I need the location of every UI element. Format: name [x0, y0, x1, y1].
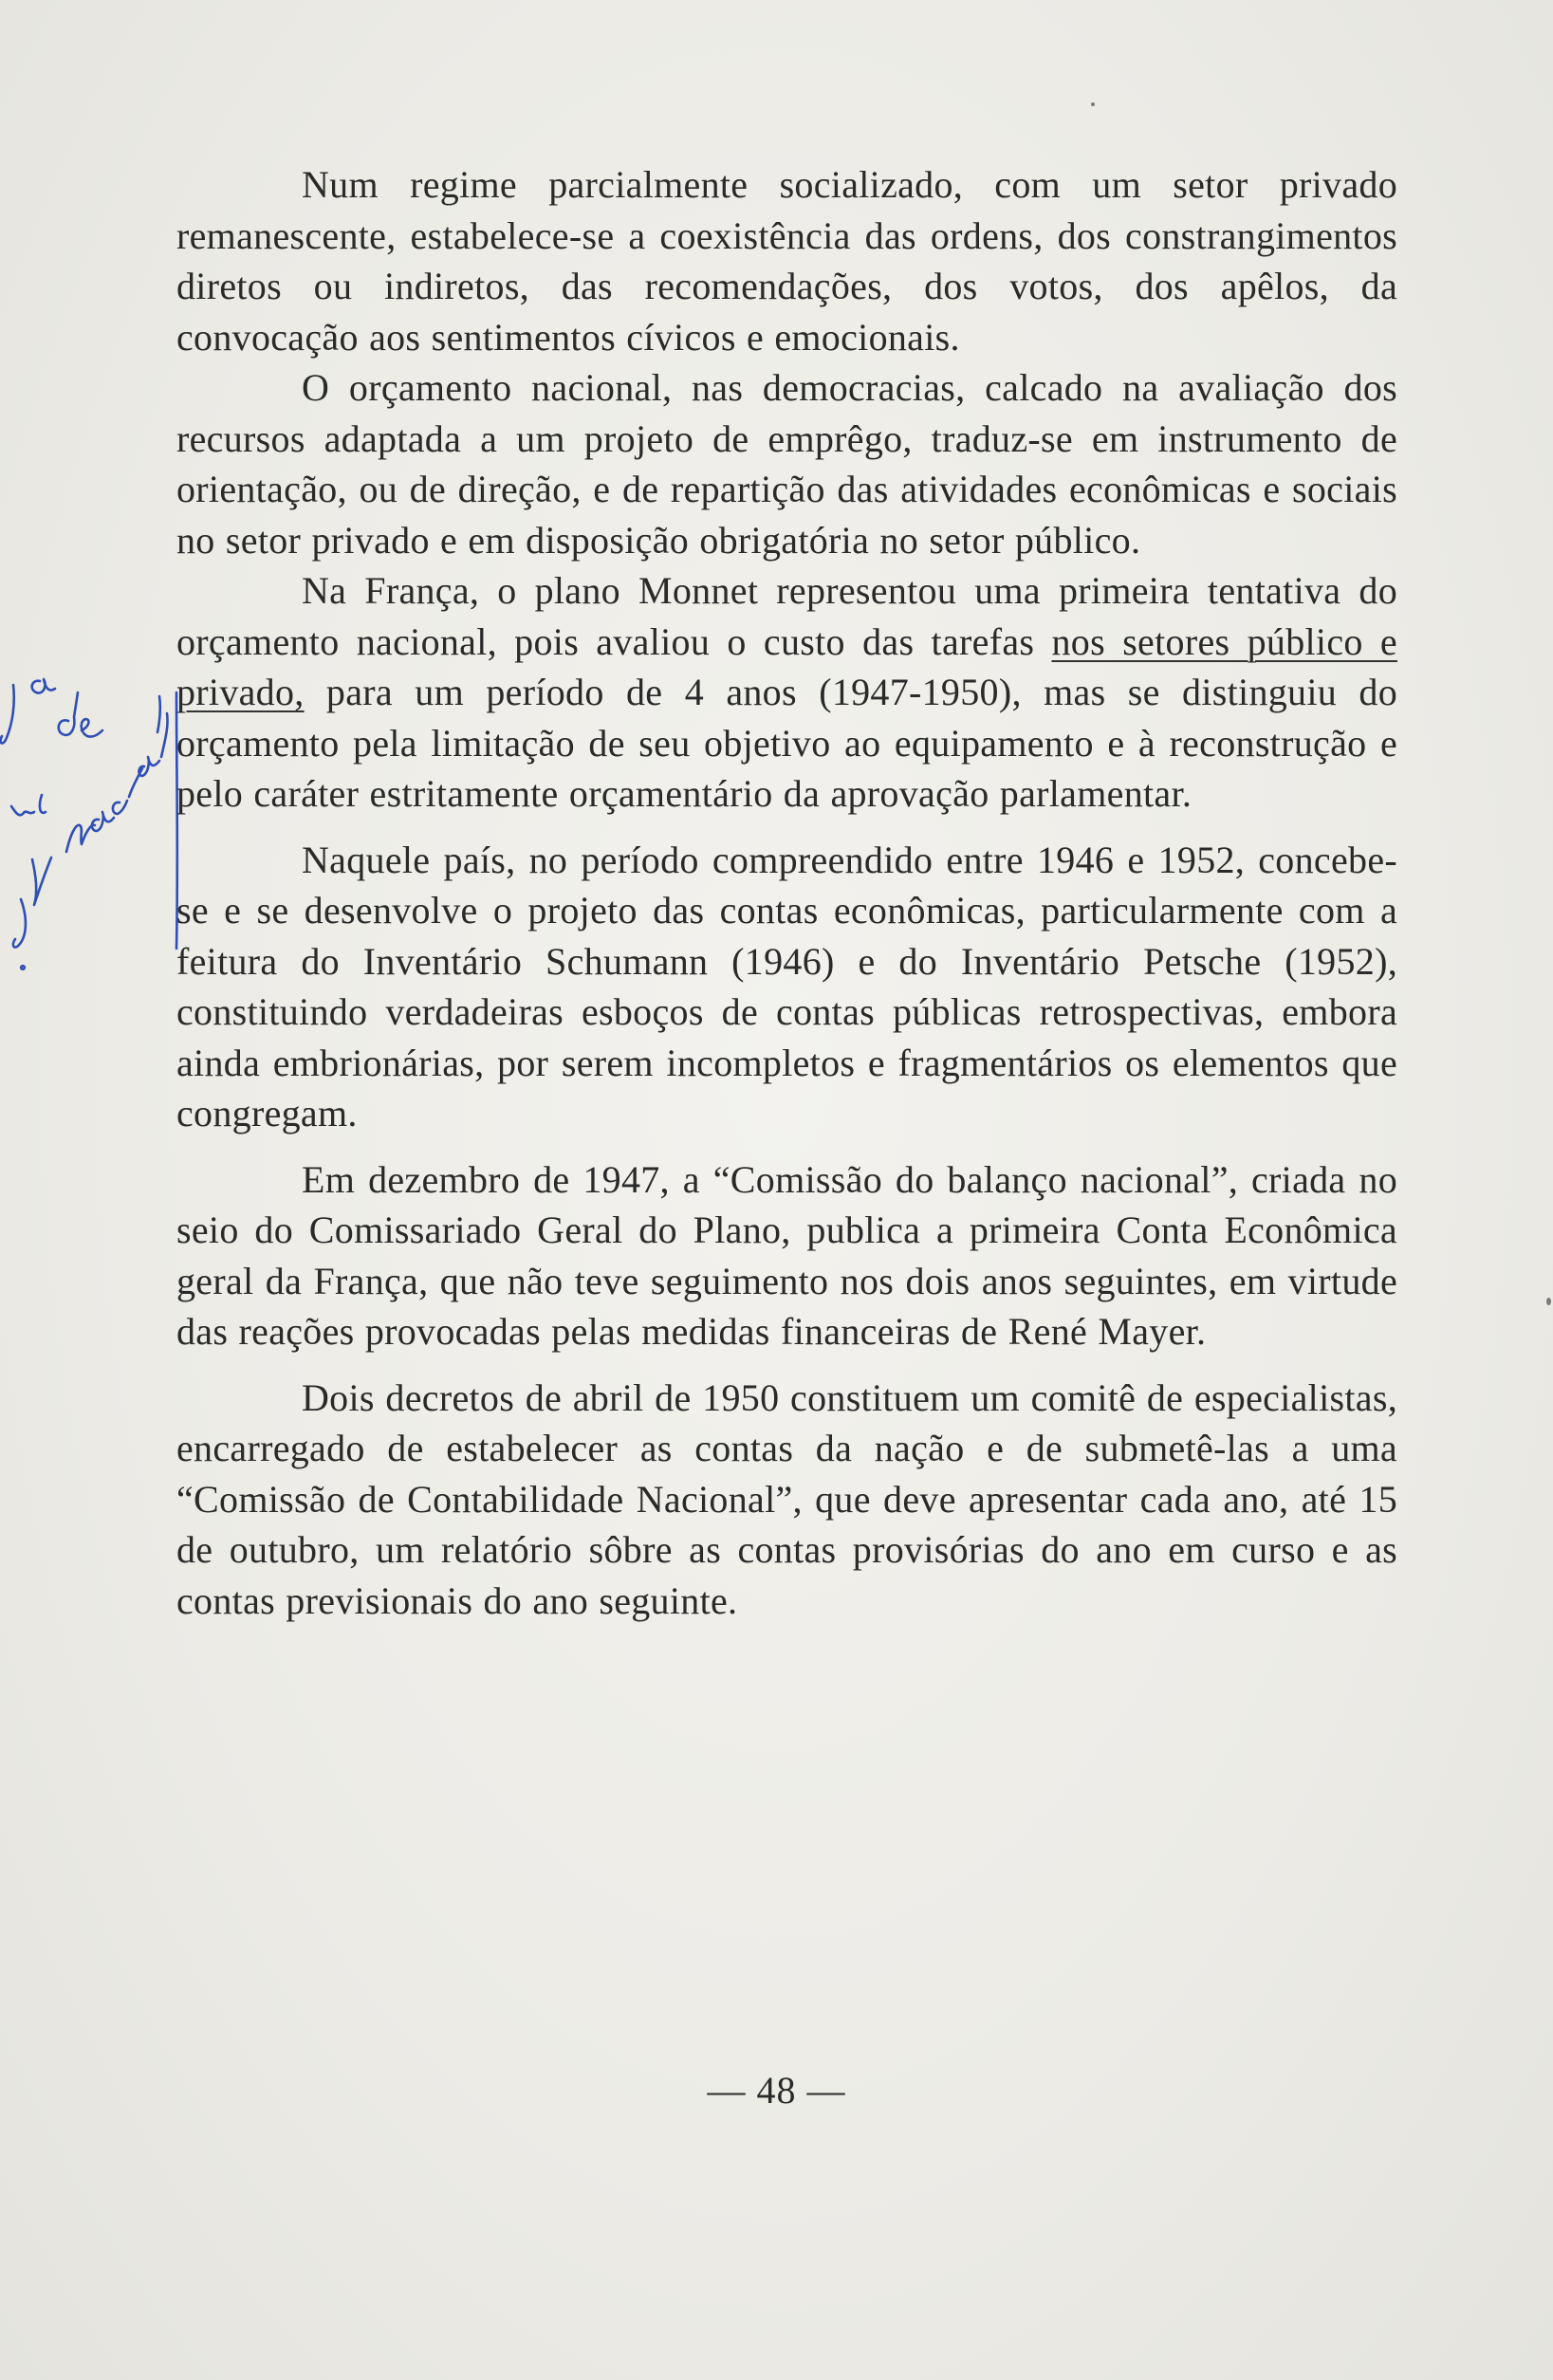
paragraph: Dois decretos de abril de 1950 constituem um comitê de especialistas, encarregado de estabelecer as contas da nação e de submetê-las a uma “Comissão de Contabilidade Nacional”, que deve apresentar cada ano, até 15 de outubro, um relatório sôbre as contas provisórias do ano em curso e as contas previsionais do ano seguinte.: [176, 1375, 1397, 1622]
paragraph: Em dezembro de 1947, a “Comissão do balanço nacional”, criada no seio do Comissariado Geral do Plano, publica a primeira Conta Econômica geral da França, que não teve seguimento nos dois anos seguintes, em virtude das reações provocadas pelas medidas financeiras de René Mayer.: [176, 1157, 1397, 1353]
scan-speck: [1091, 102, 1095, 106]
paragraph-text: Na França, o plano Monnet representou uma primeira tentativa do orçamento nacional, pois avaliou o custo das tarefas: [176, 569, 1397, 663]
underlined-phrase: nos setores público e privado,: [176, 619, 1397, 713]
paragraph: Num regime parcialmente socializado, com um setor privado remanescente, estabelece-se a coexistência das ordens, dos constrangimentos diretos ou indiretos, das recomendações, dos votos, dos apêlos, da convocação aos sentimentos cívicos e emocionais.: [176, 163, 1397, 359]
paragraph-text: para um período de 4 anos (1947-1950), mas se distinguiu do orçamento pela limitação de seu objetivo ao equipamento e à reconstrução e pelo caráter estritamente orçamentário da aprovação parlamentar.: [176, 671, 1397, 815]
handwritten-margin-annotation: [0, 664, 190, 987]
paragraph: [176, 565, 1397, 820]
paragraph: Naquele país, no período compreendido entre 1946 e 1952, concebe-se e se desenvolve o projeto das contas econômicas, particularmente com a feitura do Inventário Schumann (1946) e do Inventário Petsche (1952), constituindo verdadeiras esboços de contas públicas retrospectivas, embora ainda embrionárias, por serem incompletos e fragmentários os elementos que congregam.: [176, 838, 1397, 1135]
page-number: — 48 —: [707, 2069, 846, 2112]
paragraph: O orçamento nacional, nas democracias, calcado na avaliação dos recursos adaptada a um projeto de emprêgo, traduz-se em instrumento de orientação, ou de direção, e de repartição das atividades econômicas e sociais no setor privado e em disposição obrigatória no setor público.: [176, 366, 1397, 562]
scan-speck: [1546, 1298, 1551, 1305]
body-text: [176, 159, 1397, 1626]
